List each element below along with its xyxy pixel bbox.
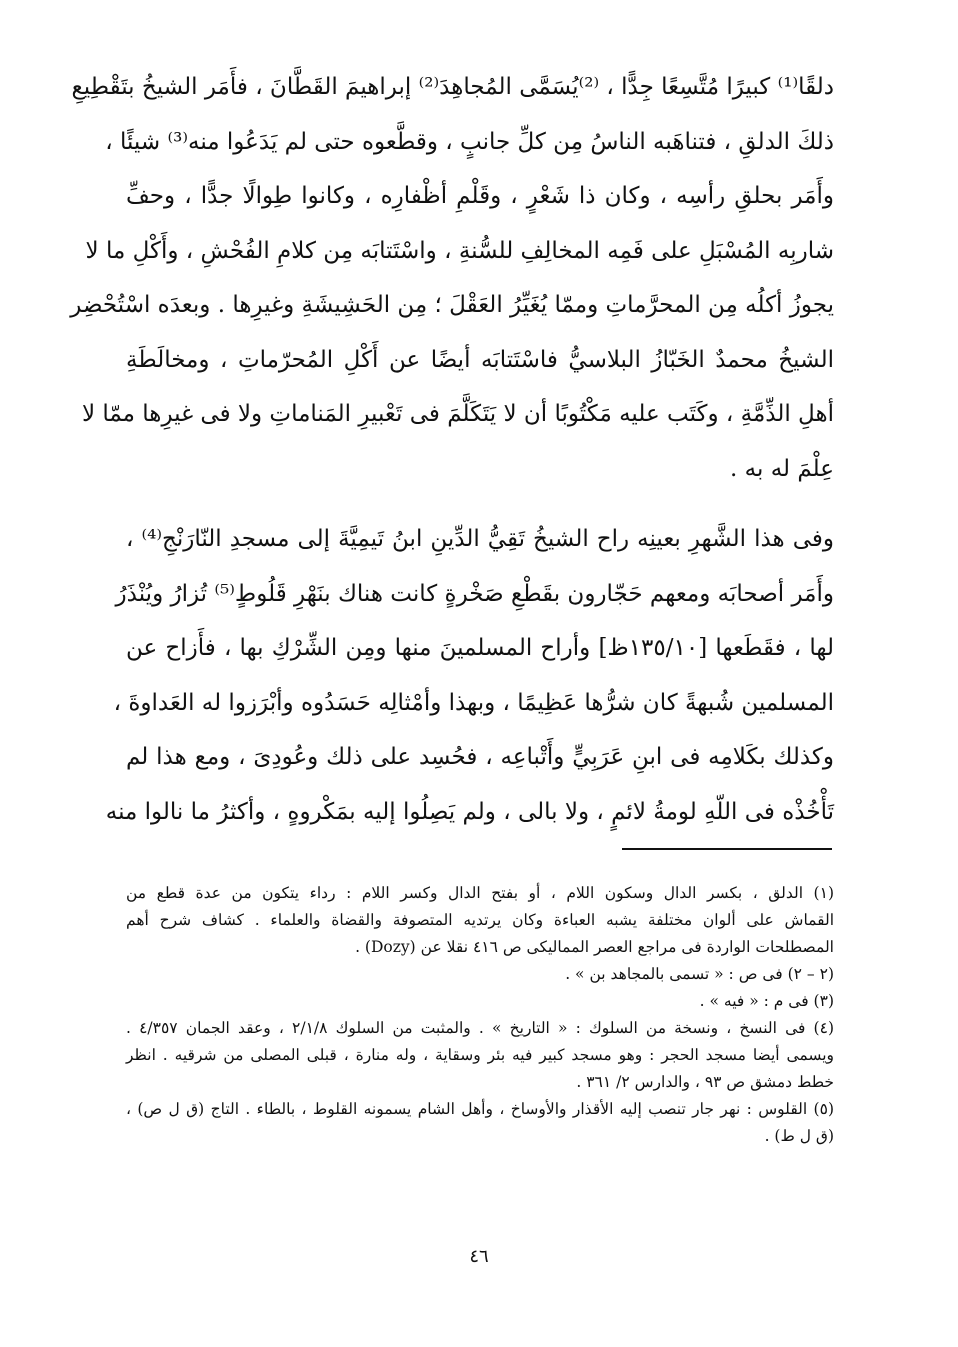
footnote-line: (٥) القلوس : نهر جار تنصب إليه الأقذار والأوساخ ، وأهل الشام يسمونه القلوط ، بالطاء . التاج (ق ل ص) ، [126,1100,834,1118]
footnote-line: (٢ – ٢) فى ص : « تسمى بالمجاهد بن » . [565,965,834,983]
text-line: وكذلك بكَلامِه فى ابنِ عَرَبِيٍّ وأَتْباعِه ، فحُسِد على ذلك وعُودِىَ ، ومع هذا لم [126,744,834,770]
main-text [70,60,834,839]
footnotes [126,880,834,1150]
footnote-line: خطط دمشق ص ٩٣ ، والدارس ٢/ ٣٦١ . [576,1073,834,1091]
footnote-line: (٣) فى م : « فيه » . [699,992,834,1010]
footnote-line: (١) الدلق ، بكسر الدال وسكون اللام ، أو بفتح الدال وكسر اللام : رداء يتكون من عدة قطع من [126,884,834,902]
text-line: ذلكَ الدلقِ ، فتناهَبه الناسُ مِن كلِّ جانبٍ ، وقطَّعوه حتى لم يَدَعُوا منه⁽³⁾ شيئًا ، [105,128,834,155]
text-line: تَأْخُذْه فى اللّهِ لومةُ لائمٍ ، ولا بالى ، ولم يَصِلُوا إليه بمَكْروهٍ ، وأكثرُ ما نالوا منه [105,798,834,825]
text-line: عِلْمَ له به . [730,455,834,482]
footnote-divider [622,848,832,850]
footnote-line: المصطلحات الواردة فى مراجع العصر المماليكى ص ٤١٦ نقلا عن (Dozy) . [355,938,834,956]
paragraph-1 [70,60,834,496]
footnote-line: القماش على ألوان مختلفة يشبه العباءة وكان يرتديه المتصوفة والقضاة والعلماء . كشاف شرح أهم [126,911,834,929]
paragraph-2 [105,512,834,839]
text-line: شاربِه المُسْبَلِ على فَمِه المخالِفِ للسُّنةِ ، واسْتَتابَه مِن كلامِ الفُحْشِ ، وأَكْلِ ما لا [85,237,834,264]
text-line: وفى هذا الشَّهرِ بعينِه راح الشيخُ تَقِيُّ الدِّينِ ابنُ تَيمِيَّةَ إلى مسجدِ النّارَنْجِ⁽⁴⁾ ، [126,526,834,552]
text-line: المسلمين شُبهةً كان شرُّها عَظِيمًا ، وبهذا وأمْثالِه حَسَدُوه وأبْرَزوا له العَداوةَ ، [113,689,834,716]
text-line: وأَمَر أصحابَه ومعهم حَجّارون بقَطْعِ صَخْرةٍ كانت هناك بنَهْرِ قَلُوطٍ⁽⁵⁾ تُزارُ ويُنْذَرُ [115,580,834,607]
footnote-line: (٤) فى النسخ ، ونسخة من السلوك : « التاريخ » . والمثبت من السلوك ٢/١/٨ ، وعقد الجمان ٤/٣٥٧ . [126,1019,834,1037]
text-line: دلقًا⁽¹⁾ كبيرًا مُتَّسِعًا جِدًّا ، ⁽²⁾يُسَمَّى المُجاهِدَ⁽²⁾ إبراهيمَ القَطَّانَ ، فأَمَر الشيخُ بتَقْطِيعِ [71,74,834,100]
footnote-line: ويسمى أيضا مسجد الحجر : وهو مسجد كبير فيه بئر وسقاية ، وله منارة ، قبلى المصلى من شرقيه . انظر [126,1046,834,1064]
text-line: وأَمَر بحلقِ رأسِه ، وكان ذا شَعْرٍ ، وقَلْمِ أظْفارِه ، وكانوا طِوالًا جدًّا ، وحفِّ [126,183,834,209]
footnote-line: (ق ل ط) . [764,1127,834,1145]
paragraph-gap [126,496,834,512]
text-line: أهلِ الذِّمَّةِ ، وكَتَب عليه مَكْتُوبًا أن لا يَتَكَلَّمَ فى تَعْبيرِ المَناماتِ ولا فى غيرِها ممّا لا [81,401,834,427]
text-line: الشيخُ محمدٌ الخَبّازُ البلاسيُّ فاسْتَتابَه أيضًا عن أَكْلِ المُحرّماتِ ، ومخالَطَةِ [126,346,834,373]
text-line: لها ، فقَطَعها [١٣٥/١٠ظ] وأراح المسلمينَ منها ومِن الشِّرْكِ بها ، فأَزاح عن [126,635,834,661]
page-number: ٤٦ [469,1246,489,1267]
text-line: يجوزُ أكلُه مِن المحرَّماتِ وممّا يُغَيِّرُ العَقْلَ ؛ مِن الحَشِيشَةِ وغيرِها . وبعدَه اسْتُحْضِر [70,292,834,318]
